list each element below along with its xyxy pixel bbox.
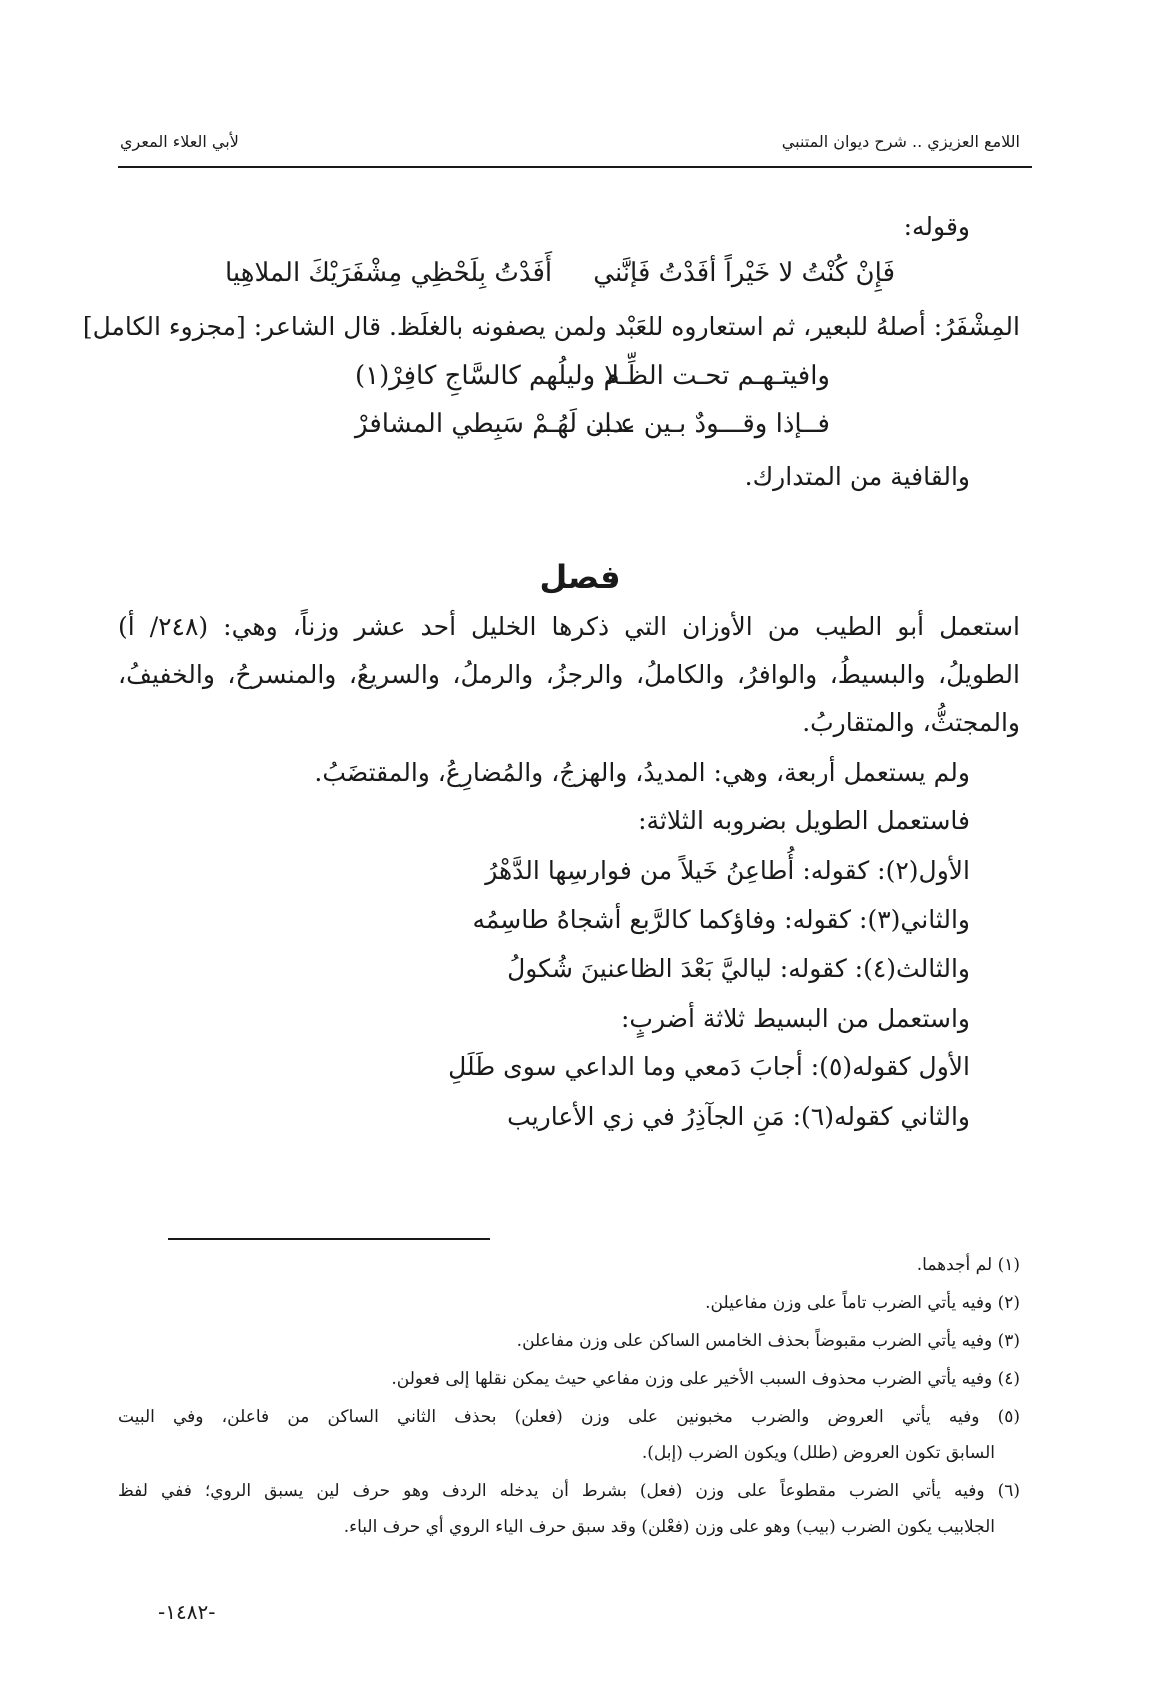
meter-note: والقافية من المتدارك. [744, 462, 970, 491]
running-header-title: اللامع العزيزي .. شرح ديوان المتنبي [781, 132, 1020, 151]
header-rule [118, 166, 1032, 168]
footnote-2: (٢) وفيه يأتي الضرب تاماً على وزن مفاعيلن. [705, 1293, 1020, 1313]
basit-example-1: الأول كقوله(٥): أجابَ دَمعي وما الداعي سوى طَلَلِ [448, 1052, 970, 1081]
paragraph-1-line-1: استعمل أبو الطيب من الأوزان التي ذكرها الخليل أحد عشر وزناً، وهي: (٢٤٨/ أ) [118, 612, 1020, 641]
verse-2-second-hemistich: م وليلُهم كالسَّاجِ كافِرْ(١) [355, 361, 620, 391]
verse-2-first-hemistich: وافيتـهـم تحـت الظِّـلا [604, 361, 830, 391]
tawil-example-1: الأول(٢): كقوله: أُطاعِنُ خَيلاً من فوارسِها الدَّهْرُ [485, 856, 970, 885]
footnote-3: (٣) وفيه يأتي الضرب مقبوضاً بحذف الخامس الساكن على وزن مفاعلن. [516, 1331, 1020, 1351]
footnote-6-line-1: (٦) وفيه يأتي الضرب مقطوعاً على وزن (فعل) بشرط أن يدخله الردف وهو حرف لين يسبق الروي؛ ففي لفظ [118, 1481, 1020, 1501]
paragraph-1-line-2: الطويلُ، والبسيطُ، والوافرُ، والكاملُ، والرجزُ، والرملُ، والسريعُ، والمنسرحُ، والخفيفُ، [118, 660, 1020, 689]
footnote-6-line-2: الجلابيب يكون الضرب (بيب) وهو على وزن (فعْلن) وقد سبق حرف الياء الروي أي حرف الباء. [343, 1517, 995, 1537]
basit-intro-line: واستعمل من البسيط ثلاثة أضربٍ: [620, 1004, 970, 1033]
tawil-example-3: والثالث(٤): كقوله: لياليَّ بَعْدَ الظاعنينَ شُكولُ [507, 954, 970, 983]
tawil-intro-line: فاستعمل الطويل بضروبه الثلاثة: [638, 806, 970, 835]
section-heading: فصل [539, 558, 621, 596]
tawil-example-2: والثاني(٣): كقوله: وفاؤكما كالرَّبع أشجاهُ طاسِمُه [472, 905, 970, 934]
gloss-line: المِشْفَرُ: أصلهُ للبعير، ثم استعاروه للعَبْد ولمن يصفونه بالغلَظ. قال الشاعر: [مجزوء الكامل] [82, 312, 1020, 341]
footnote-5-line-2: السابق تكون العروض (طلل) ويكون الضرب (إبل). [641, 1443, 995, 1463]
footnote-4: (٤) وفيه يأتي الضرب محذوف السبب الأخير على وزن مفاعي حيث يمكن نقلها إلى فعولن. [391, 1369, 1020, 1389]
verse-1-first-hemistich: فَإِنْ كُنْتُ لا خَيْراً أفَدْتُ فَإنَّني [593, 258, 895, 288]
paragraph-1-line-3: والمجتثُّ، والمتقاربُ. [802, 708, 1020, 737]
page-number: -١٤٨٢- [158, 1600, 216, 1624]
verse-1-second-hemistich: أَفَدْتُ بِلَحْظِي مِشْفَرَيْكَ الملاهِيا [225, 258, 553, 288]
verse-3-second-hemistich: ـدان لَهُـمْ سَبِطي المشافرْ [355, 409, 633, 439]
footnote-rule [168, 1238, 490, 1240]
basit-example-2: والثاني كقوله(٦): مَنِ الجآذِرُ في زي الأعاريب [507, 1102, 970, 1131]
unused-meters-line: ولم يستعمل أربعة، وهي: المديدُ، والهزجُ، والمُضارِعُ، والمقتضَبُ. [314, 758, 970, 787]
intro-text: وقوله: [903, 212, 970, 241]
footnote-5-line-1: (٥) وفيه يأتي العروض والضرب مخبونين على وزن (فعلن) بحذف الثاني الساكن من فاعلن، وفي البيت [118, 1407, 1020, 1427]
footnote-1: (١) لم أجدهما. [916, 1255, 1020, 1275]
verse-3-first-hemistich: فــإذا وقـــودٌ بـين عـبـ [596, 409, 830, 439]
running-header-author: لأبي العلاء المعري [120, 132, 239, 151]
